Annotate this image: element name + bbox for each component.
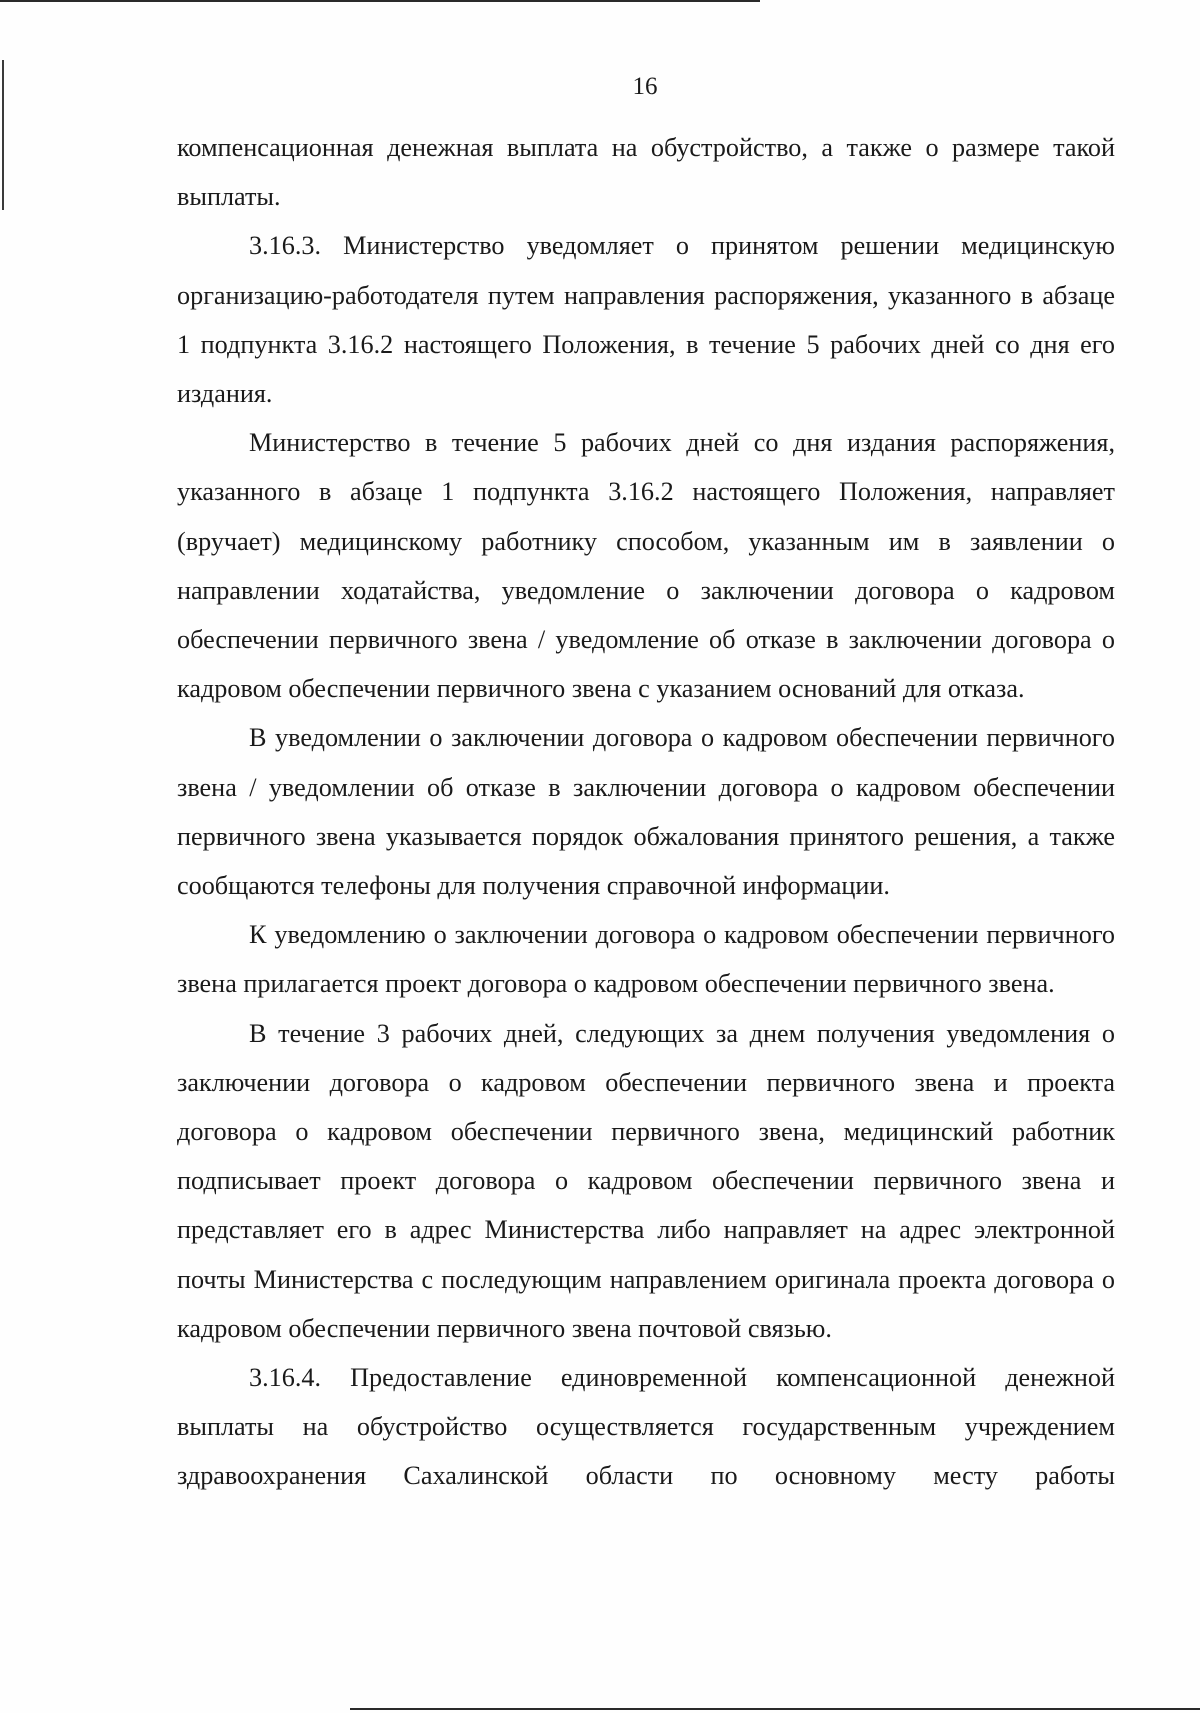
paragraph-ministry-notice: Министерство в течение 5 рабочих дней со дня издания распоряжения, указанного в абзаце 1 подпункта 3.16.2 настоящего Положения, направляет (вручает) медицинскому работнику способом, указанным им в заявлении о направлении ходатайства, уведомление о заключении договора о кадровом обеспечении первичного звена / уведомление об отказе в заключении договора о кадровом обеспечении первичного звена с указанием оснований для отказа.: [177, 428, 1115, 704]
top-scan-border: [0, 0, 760, 2]
document-body: [177, 123, 1115, 1501]
paragraph-draft-attachment: К уведомлению о заключении договора о кадровом обеспечении первичного звена прилагается проект договора о кадровом обеспечении первичного звена.: [177, 920, 1115, 999]
paragraph-signing-deadline: В течение 3 рабочих дней, следующих за днем получения уведомления о заключении договора о кадровом обеспечении первичного звена и проекта договора о кадровом обеспечении первичного звена, медицинский работник подписывает проект договора о кадровом обеспечении первичного звена и представляет его в адрес Министерства либо направляет на адрес электронной почты Министерства с последующим направлением оригинала проекта договора о кадровом обеспечении первичного звена почтовой связью.: [177, 1018, 1115, 1343]
paragraph-3-16-3: 3.16.3. Министерство уведомляет о принятом решении медицинскую организацию-работодателя путем направления распоряжения, указанного в абзаце 1 подпункта 3.16.2 настоящего Положения, в течение 5 рабочих дней со дня его издания.: [177, 231, 1115, 409]
paragraph-appeal-procedure: В уведомлении о заключении договора о кадровом обеспечении первичного звена / уведомлении об отказе в заключении договора о кадровом обеспечении первичного звена указывается порядок обжалования принятого решения, а также сообщаются телефоны для получения справочной информации.: [177, 723, 1115, 901]
page-number: 16: [632, 73, 658, 100]
bottom-scan-border: [350, 1708, 1200, 1710]
paragraph-continuation: компенсационная денежная выплата на обустройство, а также о размере такой выплаты.: [177, 133, 1115, 212]
paragraph-3-16-4: 3.16.4. Предоставление единовременной компенсационной денежной выплаты на обустройство осуществляется государственным учреждением здравоохранения Сахалинской области по основному месту работы: [177, 1363, 1115, 1491]
